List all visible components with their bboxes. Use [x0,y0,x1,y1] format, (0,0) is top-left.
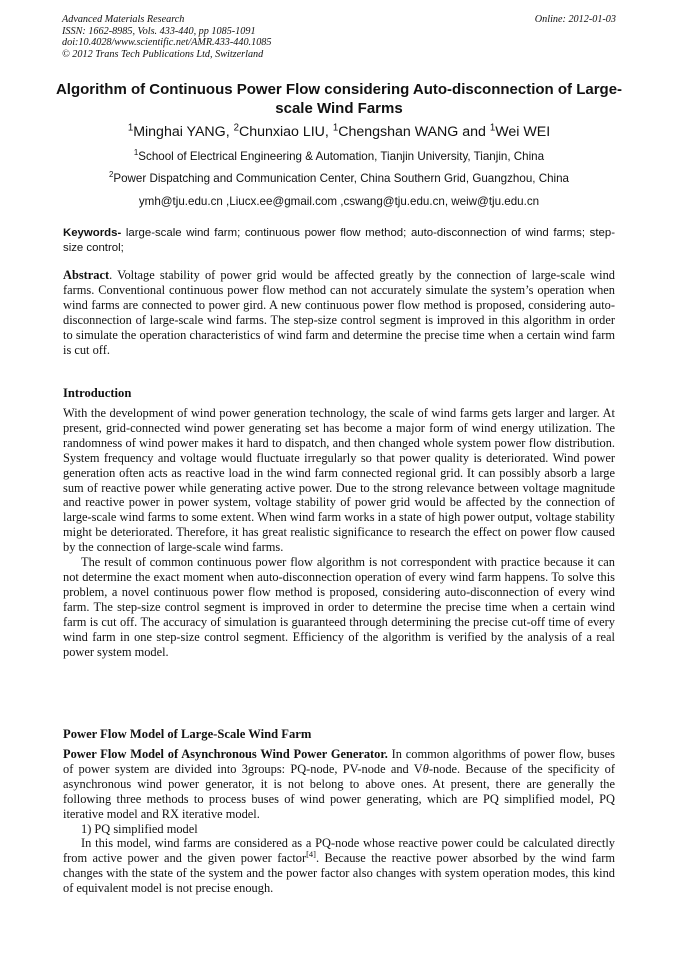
author-list [30,123,648,141]
affiliation-1: $^1$School of Electrical Engineering & Automation, Tianjin University, Tianjin, China [133,148,545,163]
list-item-pq-simplified: 1) PQ simplified model [81,821,198,836]
paper-title: Algorithm of Continuous Power Flow considering Auto-disconnection of Large-scale Wind Farms [55,81,623,117]
author: $^2$Chunxiao LIU, [233,122,333,140]
intro-paragraph-2: The result of common continuous power flow algorithm is not correspondent with practice because it can not determine the exact moment when auto-disconnection operation of every wind farm happens. To solve this problem, a novel continuous power flow method is proposed, considering auto-disconnection of every wind farm. The step-size control segment is improved in order to determine the precise time when a certain wind farm is cut off. The accuracy of simulation is guaranteed through determining the precise cut-off time of every wind farm in one step-size control segment. Efficiency of the algorithm is verified by the analysis of a real power system model. [63,555,615,659]
author: $^1$Chengshan WANG and [332,122,490,140]
copyright-line: © 2012 Trans Tech Publications Ltd, Switzerland [62,48,264,60]
journal-header [62,14,616,60]
section2-paragraph-2: In this model, wind farms are considered as a PQ-node whose reactive power could be calculated directly from active power and the given power factor[4]. Because the reactive power absorbed by the wind farm changes with the state of the system and the power factor also changes with system operation modes, this kind of equivalent model is not precise enough. [63,836,615,896]
introduction-body [63,406,615,659]
keywords [63,226,615,255]
keywords-label: Keywords- [63,227,122,239]
abstract-text: . Voltage stability of power grid would be affected greatly by the connection of large-scale wind farms. Conventional continuous power flow method can not accurately simulate the system’s operation when wind farms are connected to power gird. A new continuous power flow method is proposed, considering auto-disconnection of large-scale wind farms. The step-size control segment is improved in this algorithm in order to simulate the operation characteristics of wind farm and determine the precise time when a certain wind farm is cut off. [63,268,615,357]
keywords-text: large-scale wind farm; continuous power flow method; auto-disconnection of wind farms; step-size control; [63,227,615,254]
affiliation-2: $^2$Power Dispatching and Communication Center, China Southern Grid, Guangzhou, China [108,170,570,185]
journal-name: Advanced Materials Research [62,14,185,25]
abstract-label: Abstract [63,268,110,282]
section2-body [63,747,615,896]
section-heading-introduction: Introduction [63,386,132,400]
section-heading-power-flow-model: Power Flow Model of Large-Scale Wind Farm [63,727,312,741]
abstract [63,268,615,357]
section2-paragraph-1: Power Flow Model of Asynchronous Wind Power Generator. In common algorithms of power flow, buses of power system are divided into 3groups: PQ-node, PV-node and Vθ-node. Because of the specificity of asynchronous wind power generator, it is not belong to above ones. At present, there are generally the following three methods to process buses of wind power generating, which are PQ simplified model, PQ iterative model and RX iterative model. [63,747,615,821]
author: $^1$Minghai YANG, [127,122,234,140]
author-emails: ymh@tju.edu.cn ,Liucx.ee@gmail.com ,cswang@tju.edu.cn, weiw@tju.edu.cn [138,195,540,208]
citation-ref: [4] [306,849,316,860]
intro-paragraph-1: With the development of wind power generation technology, the scale of wind farms gets larger and larger. At present, grid-connected wind power generating set has become a major form of wind energy utilization. The randomness of wind power makes it hard to dispatch, and then changed whole system power flow distribution. System frequency and voltage would fluctuate irregularly so that power quality is deteriorated. Wind power generation often acts as reactive load in the wind farm connected regional grid. It can possibly absorb a large sum of reactive power while generating active power. Due to the strong relevance between voltage magnitude and reactive power in power system, voltage stability of power grid would be affected by the connection of large-scale wind farms to some extent. When wind farm works in a state of high power output, voltage stability might be deteriorated. Therefore, it has great realistic significance to research the effect on power flow caused by the connection of large-scale wind farms. [63,406,615,555]
online-date: Online: 2012-01-03 [534,14,616,25]
issn-line: ISSN: 1662-8985, Vols. 433-440, pp 1085-1091 [62,25,256,37]
doi-line: doi:10.4028/www.scientific.net/AMR.433-440.1085 [62,37,272,49]
author: $^1$Wei WEI [489,122,551,140]
subsection-heading: Power Flow Model of Asynchronous Wind Power Generator. [63,747,388,761]
